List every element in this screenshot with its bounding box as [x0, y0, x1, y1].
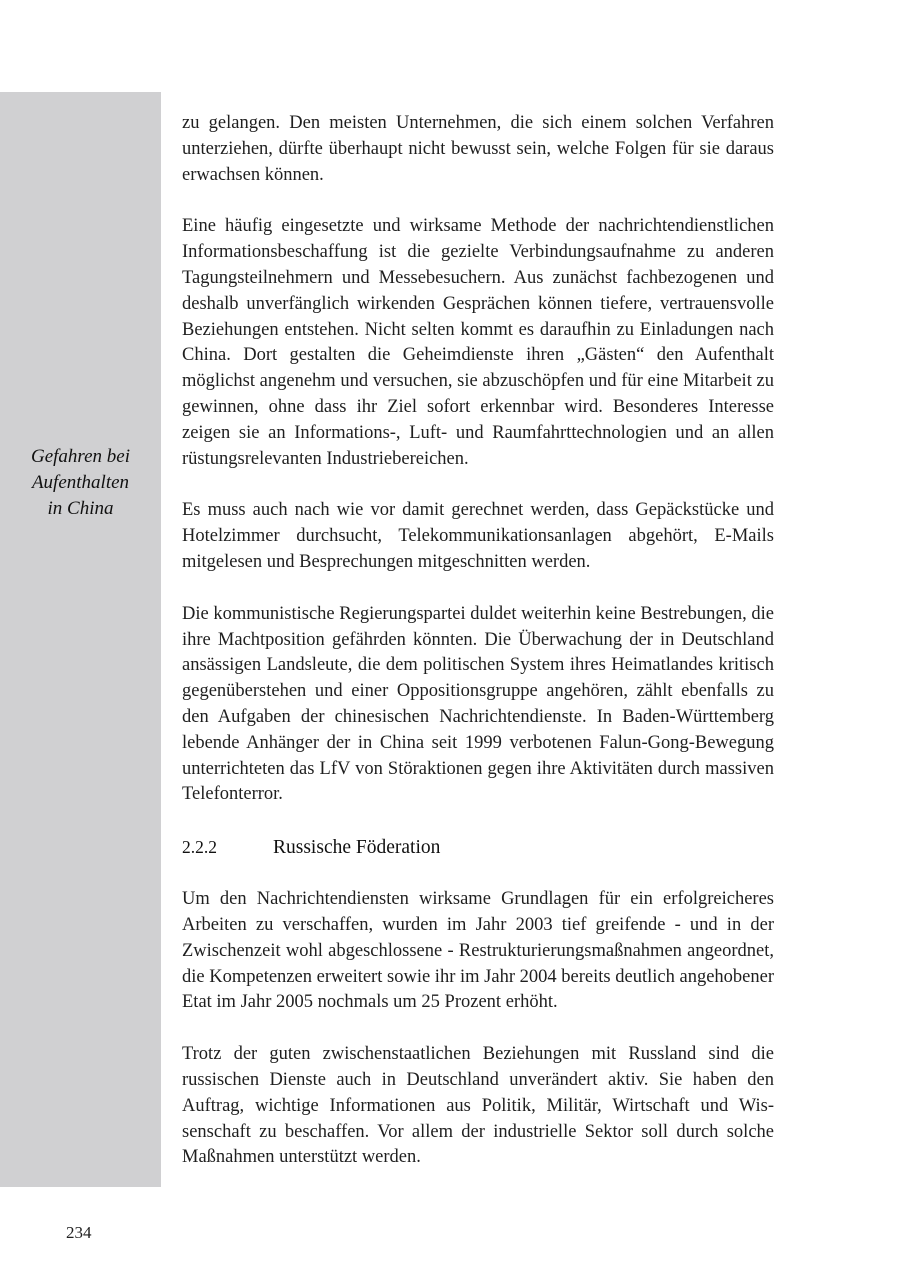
paragraph: Die kommunistische Regierungspartei duldet weiterhin keine Bestrebungen, die ihre Machtposition gefährden könnten. Die Überwachung der in Deutschland ansässigen Landsleute, die dem politischen System ihres Heimatlandes kritisch gegenüberstehen und einer Oppositionsgruppe angehören, zählt ebenfalls zu den Aufgaben der chinesischen Nachrichtendienste. In Baden-Württemberg lebende Anhänger der in China seit 1999 verbotenen Falun-Gong-Bewegung unterrichteten das LfV von Störaktionen gegen ihre Aktivitäten durch massiven Telefonterror.	[182, 603, 774, 805]
page-number: 234	[66, 1223, 92, 1242]
paragraph: Um den Nachrichtendiensten wirksame Grundlagen für ein erfolgreicheres Arbeiten zu verschaffen, wurden im Jahr 2003 tief greifende - und in der Zwischenzeit wohl abgeschlossene - Restrukturierungsmaßnahmen angeordnet, die Kompetenzen erweitert sowie ihr im Jahr 2004 bereits deutlich angehobener Etat im Jahr 2005 nochmals um 25 Prozent erhöht.	[182, 889, 774, 1013]
margin-note-line: Gefahren bei	[30, 446, 131, 467]
paragraph: zu gelangen. Den meisten Unternehmen, die sich einem solchen Verfahren unterziehen, dürfte überhaupt nicht bewusst sein, welche Folgen für sie daraus erwachsen können.	[182, 113, 774, 185]
section-title: Russische Föderation	[273, 837, 441, 859]
margin-sidebar	[0, 92, 161, 1187]
margin-note-line: Aufenthalten	[31, 472, 130, 493]
section-number: 2.2.2	[182, 837, 217, 858]
section-heading	[182, 834, 774, 861]
margin-note-line: in China	[47, 498, 114, 519]
main-text	[182, 111, 774, 1197]
margin-note	[0, 444, 161, 522]
paragraph: Eine häufig eingesetzte und wirksame Methode der nachrichtendienstlichen Informationsbeschaffung ist die gezielte Verbindungsaufnahme zu anderen Tagungsteilnehmern und Messebesuchern. Aus zunächst fachbezogenen und deshalb unverfänglich wirkenden Gesprächen können tiefere, vertrauensvolle Beziehungen entstehen. Nicht selten kommt es daraufhin zu Einladungen nach China. Dort gestalten die Geheimdienste ihren „Gästen“ den Aufenthalt möglichst angenehm und versuchen, sie abzuschöpfen und für eine Mitarbeit zu gewinnen, ohne dass ihr Ziel sofort erkennbar wird. Besonderes Interesse zeigen sie an Informations-, Luft- und Raumfahrttechnologien und an allen rüstungsrelevanten Industriebereichen.	[182, 216, 774, 469]
paragraph: Es muss auch nach wie vor damit gerechnet werden, dass Gepäckstücke und Hotelzimmer durchsucht, Telekommunikationsanlagen abgehört, E-Mails mitgelesen und Besprechungen mitgeschnitten werden.	[182, 500, 774, 572]
paragraph: Trotz der guten zwischenstaatlichen Beziehungen mit Russland sind die russischen Dienste auch in Deutschland unverändert aktiv. Sie haben den Auftrag, wichtige Informationen aus Politik, Militär, Wirtschaft und Wissenschaft zu beschaffen. Vor allem der industrielle Sektor soll durch solche Maßnahmen unterstützt werden.	[182, 1044, 774, 1168]
